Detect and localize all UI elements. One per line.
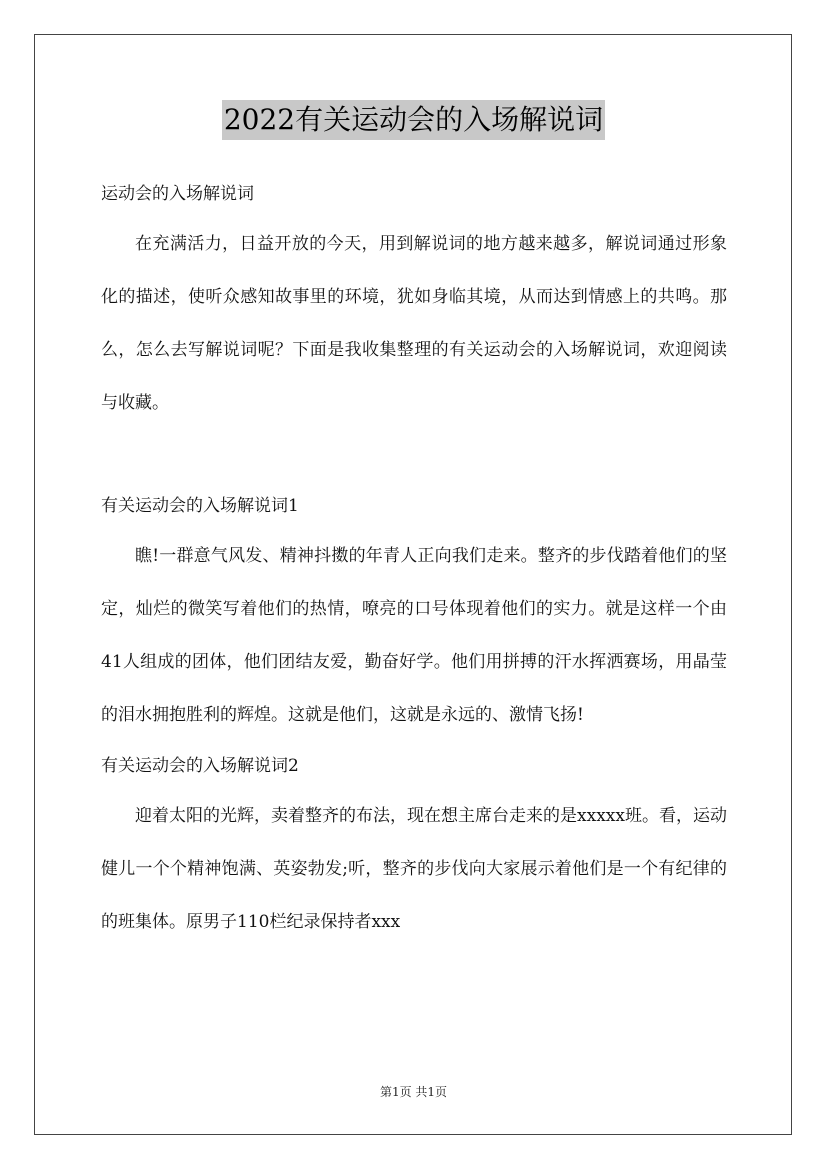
- section-body-2: 迎着太阳的光辉，卖着整齐的布法，现在想主席台走来的是xxxxx班。看，运动健儿一个个精神饱满、英姿勃发;听，整齐的步伐向大家展示着他们是一个有纪律的的班集体。原男子110栏纪录保持者xxx: [101, 806, 727, 932]
- document-title: 2022有关运动会的入场解说词: [222, 100, 605, 140]
- section-body-1: 瞧!一群意气风发、精神抖擞的年青人正向我们走来。整齐的步伐踏着他们的坚定，灿烂的微笑写着他们的热情，嘹亮的口号体现着他们的实力。就是这样一个由41人组成的团体，他们团结友爱，勤奋好学。他们用拼搏的汗水挥洒赛场，用晶莹的泪水拥抱胜利的辉煌。这就是他们，这就是永远的、激情飞扬!: [101, 546, 727, 725]
- section-heading-2: 有关运动会的入场解说词2: [101, 756, 299, 776]
- intro-paragraph: 在充满活力，日益开放的今天，用到解说词的地方越来越多，解说词通过形象化的描述，使听众感知故事里的环境，犹如身临其境，从而达到情感上的共鸣。那么，怎么去写解说词呢？下面是我收集整理的有关运动会的入场解说词，欢迎阅读与收藏。: [101, 234, 727, 413]
- document-body: [101, 170, 727, 949]
- section-heading-1: 有关运动会的入场解说词1: [101, 496, 299, 516]
- title-container: [0, 100, 827, 140]
- subtitle: 运动会的入场解说词: [101, 184, 254, 204]
- page-footer: 第1页 共1页: [379, 1085, 448, 1099]
- spacer: [101, 430, 727, 482]
